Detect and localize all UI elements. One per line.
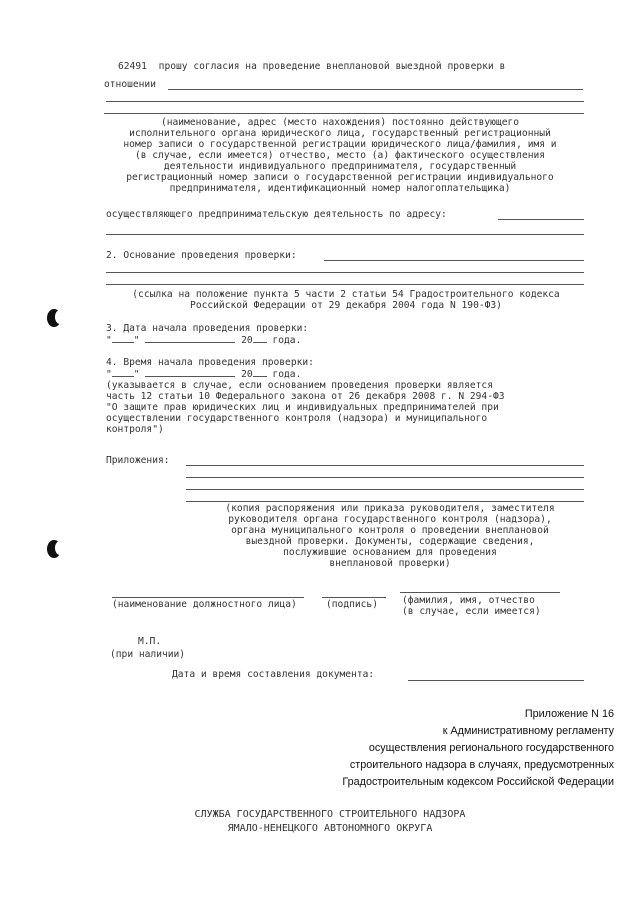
start-time-field bbox=[106, 368, 301, 380]
appendix-line: Градостроительным кодексом Российской Федерации bbox=[342, 776, 614, 788]
header-request-text: прошу согласия на проведение внеплановой выездной проверки в bbox=[158, 61, 506, 72]
start-time-quote-open: " bbox=[106, 369, 112, 380]
start-time-note bbox=[106, 380, 505, 435]
appendix-line: осуществления регионального государственного bbox=[368, 742, 614, 754]
start-time-note-line: (указывается в случае, если основанием проведения проверки является bbox=[106, 380, 493, 391]
start-time-note-line: осуществлении государственного контроля (надзора) и муниципального bbox=[106, 413, 488, 424]
attachments-label: Приложения: bbox=[106, 455, 170, 466]
address-label: осуществляющего предпринимательскую деятельность по адресу: bbox=[106, 209, 447, 220]
attachments-field-line-1 bbox=[186, 465, 584, 466]
appendix-line: Приложение N 16 bbox=[524, 708, 614, 720]
start-date-field bbox=[106, 334, 301, 346]
start-time-suffix: года. bbox=[272, 369, 302, 380]
attachments-caption-line: органа муниципального контроля о проведении внеплановой bbox=[231, 525, 549, 536]
entity-caption-line: регистрационный номер записи о государственной регистрации индивидуального bbox=[126, 172, 554, 183]
address-field-line-2 bbox=[106, 234, 584, 235]
start-time-note-line: часть 12 статьи 10 Федерального закона от 26 декабря 2008 г. N 294-ФЗ bbox=[106, 391, 505, 402]
appendix-line: к Административному регламенту bbox=[442, 725, 614, 737]
attachments-caption-line: выездной проверки. Документы, содержащие сведения, bbox=[245, 536, 535, 547]
header-line-2 bbox=[104, 79, 156, 90]
basis-field-line-2 bbox=[106, 272, 584, 273]
document-date-field-line bbox=[408, 680, 584, 681]
footer-service-name: СЛУЖБА ГОСУДАРСТВЕННОГО СТРОИТЕЛЬНОГО НАДЗОРА bbox=[194, 809, 466, 820]
start-time-quote-close: " bbox=[133, 369, 140, 380]
stamp-mark: М.П. bbox=[138, 636, 162, 647]
start-time-label: 4. Время начала проведения проверки: bbox=[106, 357, 314, 368]
entity-caption-line: исполнительного органа юридического лица, государственный регистрационный bbox=[129, 128, 551, 139]
start-time-note-line: "О защите прав юридических лиц и индивидуальных предпринимателей при bbox=[106, 402, 499, 413]
basis-caption-line: Российской Федерации от 29 декабря 2004 года N 190-ФЗ) bbox=[190, 300, 502, 311]
start-time-day-blank bbox=[112, 368, 134, 377]
attachments-field-line-3 bbox=[186, 489, 584, 490]
attachments-caption-line: (копия распоряжения или приказа руководителя, заместителя bbox=[225, 503, 555, 514]
basis-caption-line: (ссылка на положение пункта 5 части 2 статьи 54 Градостроительного кодекса bbox=[132, 289, 560, 300]
entity-caption-line: (в случае, если имеется) отчество, место (а) фактического осуществления bbox=[134, 150, 546, 161]
start-time-note-line: контроля") bbox=[106, 424, 164, 435]
basis-field-line-3 bbox=[106, 284, 584, 285]
start-time-year-blank bbox=[253, 368, 267, 377]
entity-caption-line: деятельности индивидуального предпринимателя, государственный bbox=[163, 161, 517, 172]
header-regarding: отношении bbox=[104, 79, 156, 90]
entity-field-line-2 bbox=[106, 101, 584, 102]
entity-field-line-3 bbox=[104, 113, 584, 114]
attachments-field-line-4 bbox=[186, 501, 584, 502]
name-caption-line-2: (в случае, если имеется) bbox=[402, 606, 541, 617]
name-caption-line-1: (фамилия, имя, отчество bbox=[402, 595, 535, 606]
sign-signature-line bbox=[322, 597, 386, 598]
sign-caption: (подпись) bbox=[326, 599, 378, 610]
start-date-year-blank bbox=[253, 334, 267, 343]
name-signature-line bbox=[400, 592, 560, 593]
basis-caption bbox=[96, 289, 596, 311]
start-date-year-prefix: 20 bbox=[241, 335, 253, 346]
start-time-month-blank bbox=[145, 368, 235, 377]
start-time-year-prefix: 20 bbox=[241, 369, 253, 380]
punch-hole-mark-top bbox=[47, 309, 61, 327]
attachments-caption-line: послужившие основанием для проведения bbox=[283, 547, 497, 558]
basis-label: 2. Основание проведения проверки: bbox=[106, 250, 297, 261]
entity-caption-line: номер записи о государственной регистрации юридического лица/фамилия, имя и bbox=[123, 139, 557, 150]
appendix-line: строительного надзора в случаях, предусмотренных bbox=[349, 759, 614, 771]
stamp-note: (при наличии) bbox=[110, 649, 186, 660]
appendix-block bbox=[194, 706, 614, 791]
start-date-quote-close: " bbox=[133, 335, 140, 346]
start-date-label: 3. Дата начала проведения проверки: bbox=[106, 323, 309, 334]
basis-field-line-1 bbox=[324, 260, 584, 261]
start-date-suffix: года. bbox=[272, 335, 302, 346]
position-caption: (наименование должностного лица) bbox=[112, 599, 297, 610]
header-line-1 bbox=[118, 61, 505, 72]
entity-caption-line: предпринимателя, идентификационный номер налогоплательщика) bbox=[169, 183, 511, 194]
entity-caption bbox=[90, 117, 590, 194]
punch-hole-mark-bottom bbox=[47, 540, 61, 558]
position-signature-line bbox=[112, 597, 304, 598]
start-date-quote-open: " bbox=[106, 335, 112, 346]
header-number: 62491 bbox=[118, 61, 147, 72]
document-date-label: Дата и время составления документа: bbox=[172, 669, 375, 680]
start-date-month-blank bbox=[145, 334, 235, 343]
address-field-line-1 bbox=[498, 219, 584, 220]
entity-field-line-1 bbox=[168, 89, 583, 90]
attachments-caption-line: руководителя органа государственного контроля (надзора), bbox=[228, 514, 552, 525]
attachments-caption-line: внеплановой проверки) bbox=[329, 558, 451, 569]
entity-caption-line: (наименование, адрес (место нахождения) постоянно действующего bbox=[160, 117, 520, 128]
attachments-field-line-2 bbox=[186, 477, 584, 478]
start-date-day-blank bbox=[112, 334, 134, 343]
footer-region-name: ЯМАЛО-НЕНЕЦКОГО АВТОНОМНОГО ОКРУГА bbox=[227, 823, 433, 834]
attachments-caption bbox=[190, 503, 590, 569]
